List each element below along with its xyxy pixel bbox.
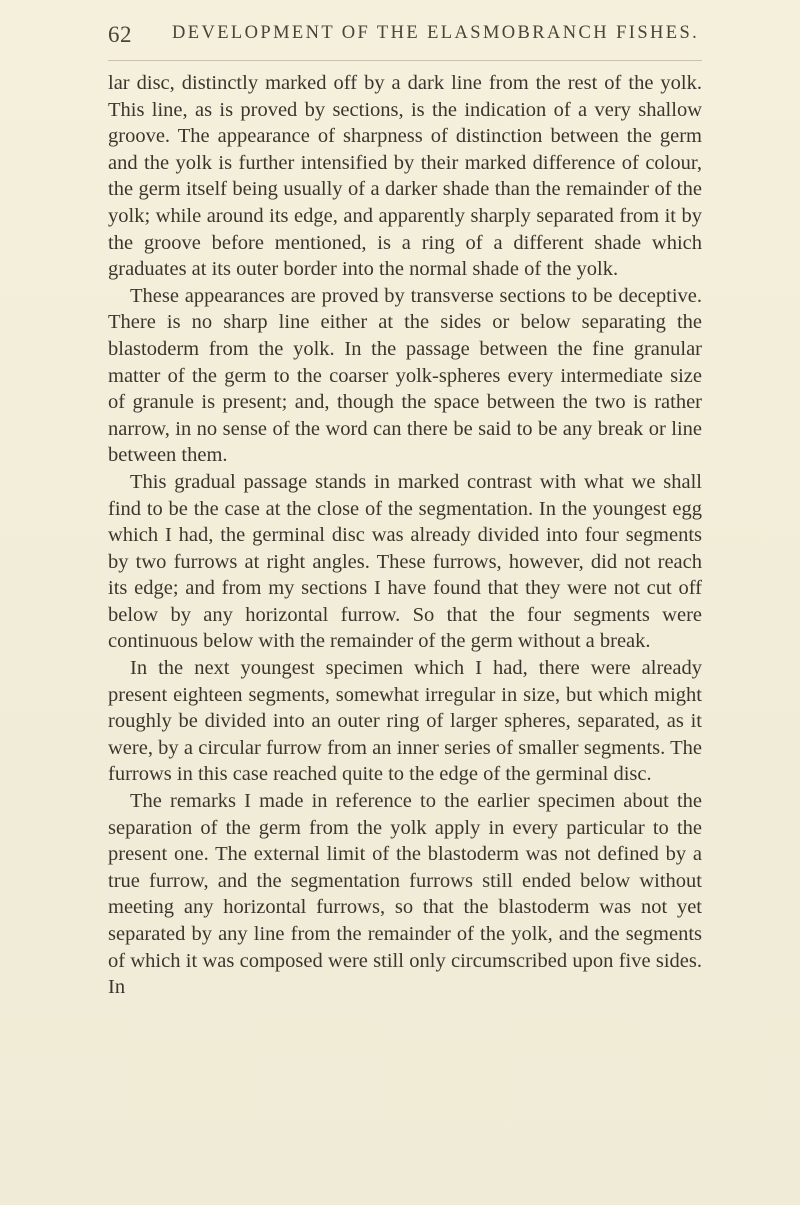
paragraph-1: lar disc, distinctly marked off by a dark line from the rest of the yolk. This line, as is proved by sections, is the indication of a very shallow groove. The appearance of sharpness of distinction between the germ and the yolk is further intensified by their marked difference of colour, the germ itself being usually of a darker shade than the remainder of the yolk; while around its edge, and apparently sharply separated from it by the groove before mentioned, is a ring of a different shade which graduates at its outer border into the normal shade of the yolk.	[108, 72, 702, 281]
paragraph-5: The remarks I made in reference to the earlier specimen about the separation of the germ from the yolk apply in every particular to the present one. The external limit of the blastoderm was not defined by a true furrow, and the segmentation furrows still ended below without meeting any horizontal furrows, so that the blastoderm was not yet separated by any line from the remainder of the yolk, and the segments of which it was composed were still only circumscribed upon five sides. In	[108, 790, 702, 999]
page-header	[108, 22, 708, 52]
body-text	[108, 70, 702, 1001]
paragraph-3: This gradual passage stands in marked contrast with what we shall find to be the case at the close of the segmentation. In the youngest egg which I had, the germinal disc was already divided into four segments by two furrows at right angles. These furrows, however, did not reach its edge; and from my sections I have found that they were not cut off below by any horizontal furrow. So that the four segments were continuous below with the remainder of the germ without a break.	[108, 470, 702, 653]
paragraph-4: In the next youngest specimen which I had, there were already present eighteen segments, somewhat irregular in size, but which might roughly be divided into an outer ring of larger spheres, separated, as it were, by a circular furrow from an inner series of smaller segments. The furrows in this case reached quite to the edge of the germinal disc.	[108, 657, 702, 786]
page-number: 62	[108, 22, 132, 47]
header-rule	[108, 60, 702, 61]
running-head: DEVELOPMENT OF THE ELASMOBRANCH FISHES.	[172, 23, 700, 43]
paragraph-2: These appearances are proved by transverse sections to be deceptive. There is no sharp line either at the sides or below separating the blastoderm from the yolk. In the passage between the fine granular matter of the germ to the coarser yolk-spheres every intermediate size of granule is present; and, though the space between the two is rather narrow, in no sense of the word can there be said to be any break or line between them.	[108, 284, 702, 467]
